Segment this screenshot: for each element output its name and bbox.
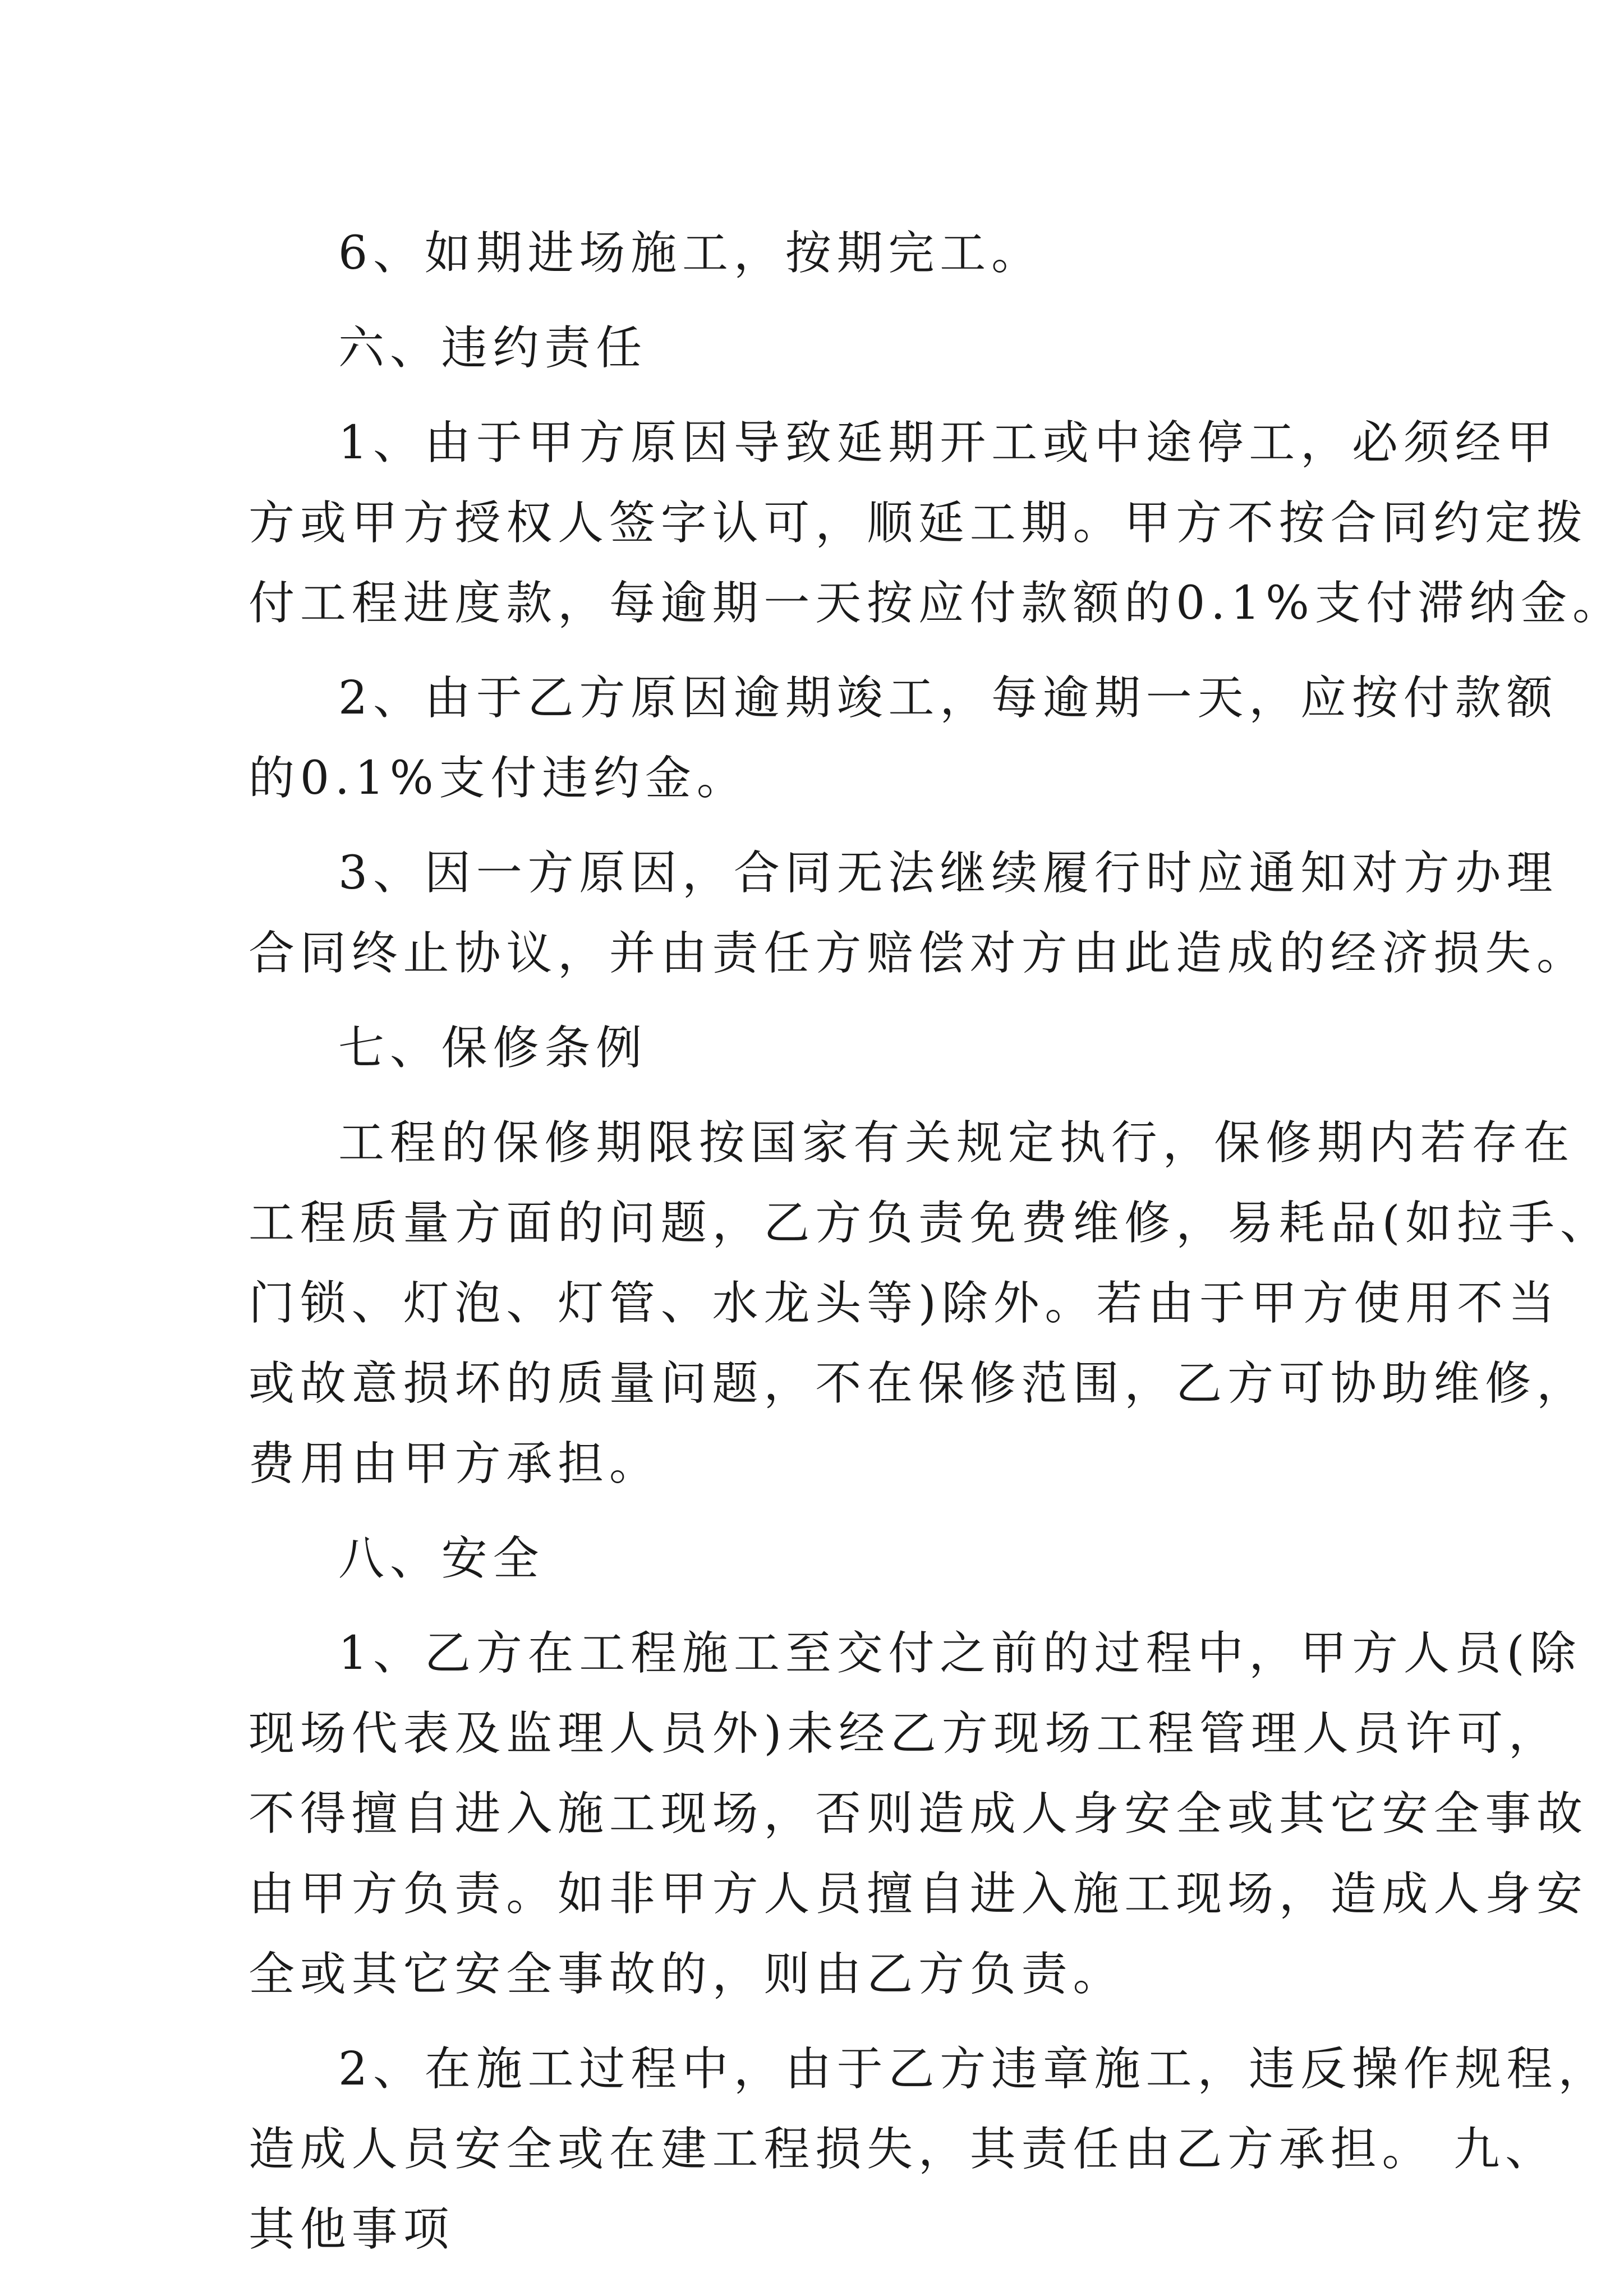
document-body [249, 213, 1624, 2270]
text-line: 2、在施工过程中，由于乙方违章施工，违反操作规程， [338, 2042, 1610, 2096]
heading-breach-liability [249, 308, 1393, 388]
paragraph-breach-2 [249, 658, 1558, 818]
text-line: 付工程进度款，每逾期一天按应付款额的0.1%支付滞纳金。 [249, 577, 1624, 630]
text-line: 1、乙方在工程施工至交付之前的过程中，甲方人员(除 [338, 1627, 1582, 1680]
text-line: 造成人员安全或在建工程损失，其责任由乙方承担。 九、 [249, 2123, 1557, 2176]
paragraph-clause-6 [249, 213, 1393, 293]
paragraph-breach-1 [249, 403, 1624, 643]
text-line: 1、由于甲方原因导致延期开工或中途停工，必须经甲 [338, 416, 1558, 470]
section-heading: 六、违约责任 [338, 321, 648, 375]
heading-warranty [249, 1008, 1393, 1088]
text-line: 其他事项 [249, 2203, 455, 2256]
text-line: 现场代表及监理人员外)未经乙方现场工程管理人员许可， [249, 1707, 1560, 1760]
text-line: 的0.1%支付违约金。 [249, 752, 748, 805]
text-line: 6、如期进场施工，按期完工。 [338, 227, 1043, 280]
section-heading: 八、安全 [338, 1532, 545, 1585]
heading-safety [249, 1519, 1393, 1599]
text-line: 工程质量方面的问题，乙方负责免费维修，易耗品(如拉手、 [249, 1197, 1612, 1250]
text-line: 由甲方负责。如非甲方人员擅自进入施工现场，造成人身安 [249, 1867, 1588, 1921]
text-line: 或故意损坏的质量问题，不在保修范围，乙方可协助维修， [249, 1357, 1588, 1410]
paragraph-safety-1 [249, 1613, 1588, 2014]
text-line: 全或其它安全事故的，则由乙方负责。 [249, 1948, 1125, 2001]
text-line: 门锁、灯泡、灯管、水龙头等)除外。若由于甲方使用不当 [249, 1277, 1560, 1330]
text-line: 工程的保修期限按国家有关规定执行，保修期内若存在 [338, 1116, 1575, 1170]
text-line: 3、因一方原因，合同无法继续履行时应通知对方办理 [338, 846, 1558, 900]
paragraph-breach-3 [249, 833, 1588, 993]
paragraph-warranty [249, 1103, 1612, 1504]
text-line: 2、由于乙方原因逾期竣工，每逾期一天，应按付款额 [338, 671, 1558, 725]
text-line: 不得擅自进入施工现场，否则造成人身安全或其它安全事故 [249, 1787, 1588, 1841]
text-line: 费用由甲方承担。 [249, 1437, 661, 1490]
section-heading: 七、保修条例 [338, 1022, 648, 1075]
paragraph-safety-2 [249, 2029, 1610, 2270]
text-line: 方或甲方授权人签字认可，顺延工期。甲方不按合同约定拨 [249, 496, 1588, 550]
text-line: 合同终止协议，并由责任方赔偿对方由此造成的经济损失。 [249, 927, 1588, 980]
